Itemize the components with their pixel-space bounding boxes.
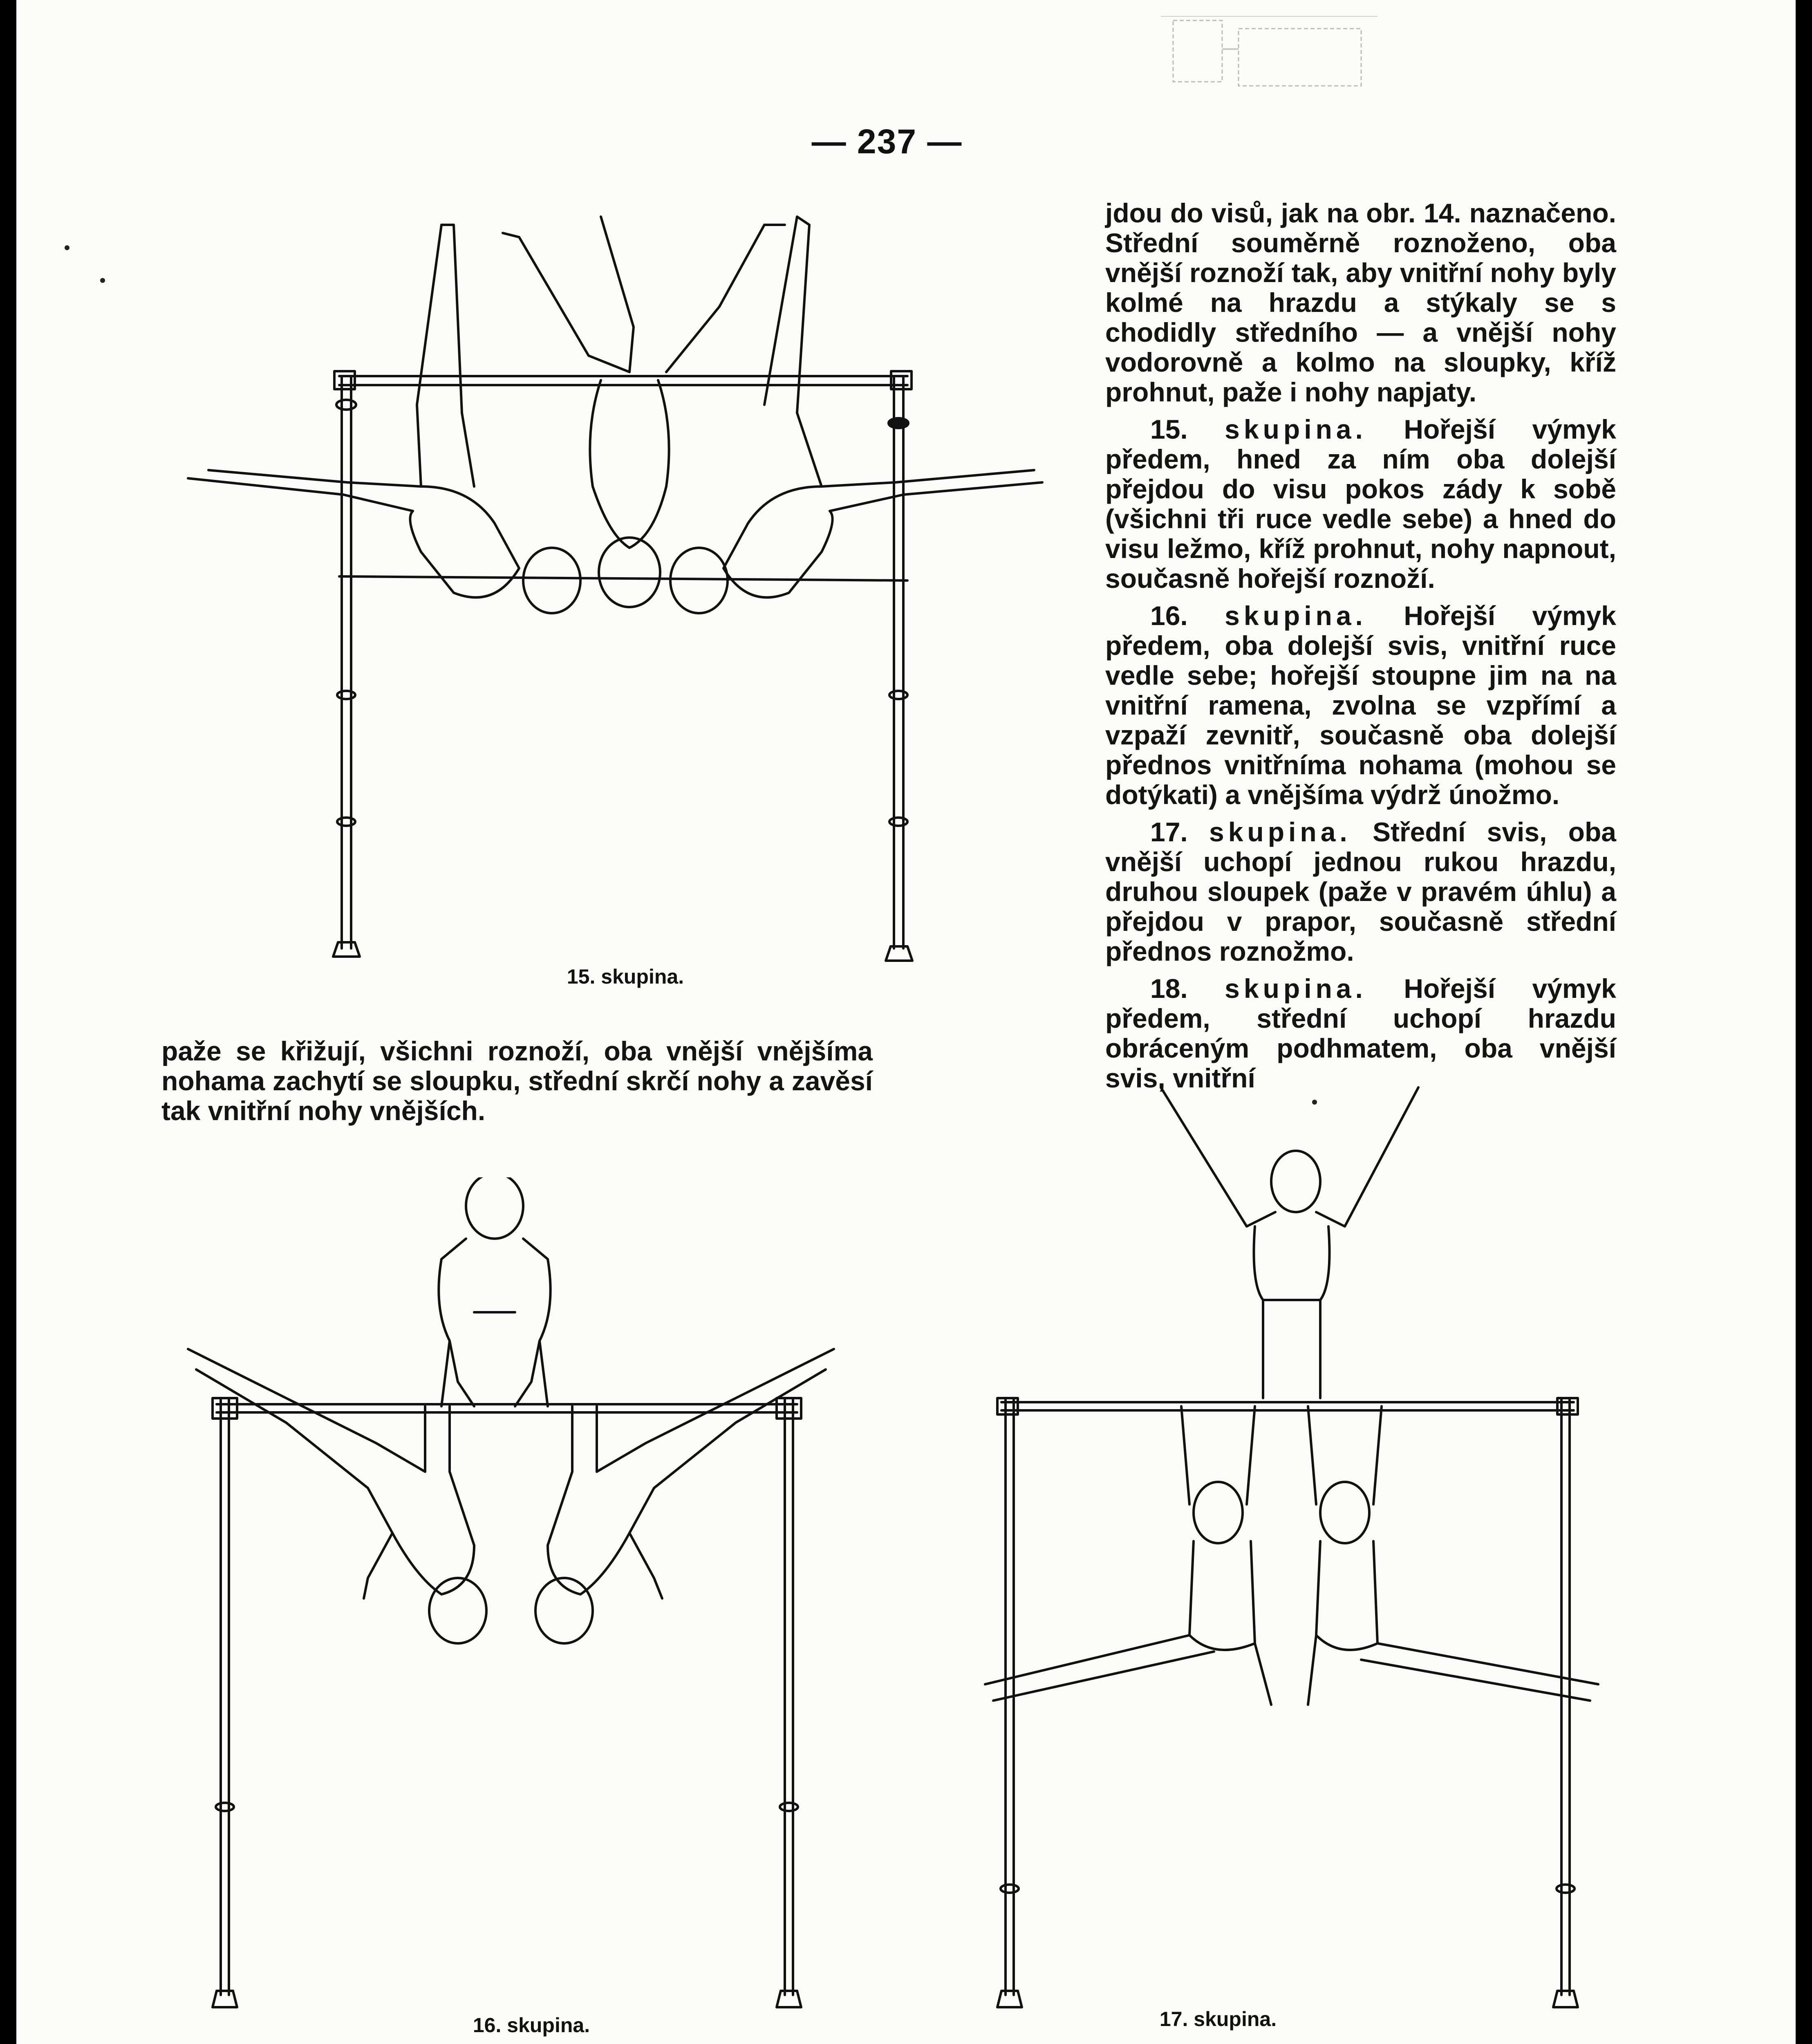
scan-border-right (1796, 0, 1812, 2044)
paragraph-left: paže se křižují, všichni roznoží, oba vnější vnějšíma nohama zachytí se sloupku, střední skrčí nohy a zavěsí tak vnitřní nohy vnějších. (161, 1036, 873, 1126)
book-page (16, 0, 1796, 2044)
figure-16-illustration (164, 1177, 867, 2032)
figure-15-illustration (159, 200, 1059, 977)
group-18-title: skupina. (1225, 973, 1367, 1004)
figure-15-caption: 15. skupina. (567, 965, 684, 988)
group-17-title: skupina. (1209, 817, 1351, 847)
group-16-number: 16. (1150, 601, 1188, 631)
library-stamp (1157, 4, 1386, 102)
figure-17-caption: 17. skupina. (1159, 2008, 1277, 2031)
figure-16-caption: 16. skupina. (473, 2014, 590, 2037)
right-column-text (1105, 198, 1616, 1100)
page-folio: — 237 — (811, 122, 963, 161)
paragraph-group-17 (1105, 817, 1616, 966)
paragraph-group-16 (1105, 601, 1616, 810)
paragraph-continued: jdou do visů, jak na obr. 14. naznačeno. Střední souměrně roznoženo, oba vnější roznoží tak, aby vnitřní nohy byly kolmé na hrazdu a stýkaly se s chodidly středního — a vnější nohy vodorovně a kolmo na sloupky, kříž prohnut, paže i nohy napjaty. (1105, 198, 1616, 407)
left-column-text (161, 1036, 873, 1133)
scan-speck (65, 245, 69, 250)
group-18-number: 18. (1150, 973, 1188, 1004)
scan-speck (1312, 1100, 1317, 1105)
group-18-text: Hořejší výmyk předem, střední uchopí hrazdu obráceným podhmatem, oba vnější svis, vnitřní (1105, 973, 1616, 1093)
group-15-text: Hořejší výmyk předem, hned za ním oba dolejší přejdou do visu pokos zády k sobě (všichni tři ruce vedle sebe) a hned do visu ležmo, kříž prohnut, nohy napnout, současně hořejší roznoží. (1105, 414, 1616, 594)
paragraph-group-15 (1105, 415, 1616, 594)
scan-border-left (0, 0, 16, 2044)
group-17-number: 17. (1150, 817, 1188, 847)
group-15-title: skupina. (1225, 414, 1367, 444)
group-15-number: 15. (1150, 414, 1188, 444)
group-16-text: Hořejší výmyk předem, oba dolejší svis, vnitřní ruce vedle sebe; hořejší stoupne jim na na vnitřní ramena, zvolna se vzpřímí a vzpaží zevnitř, současně oba dolejší přednos vnitřníma nohama (mohou se dotýkati) a vnějšíma výdrž únožmo. (1105, 601, 1616, 810)
group-16-title: skupina. (1225, 601, 1367, 631)
figure-17-illustration (969, 1071, 1615, 2024)
group-17-text: Střední svis, oba vnější uchopí jednou rukou hrazdu, druhou sloupek (paže v pravém úhlu) a přejdou v prapor, současně střední přednos roznožmo. (1105, 817, 1616, 966)
scan-speck (100, 278, 105, 283)
